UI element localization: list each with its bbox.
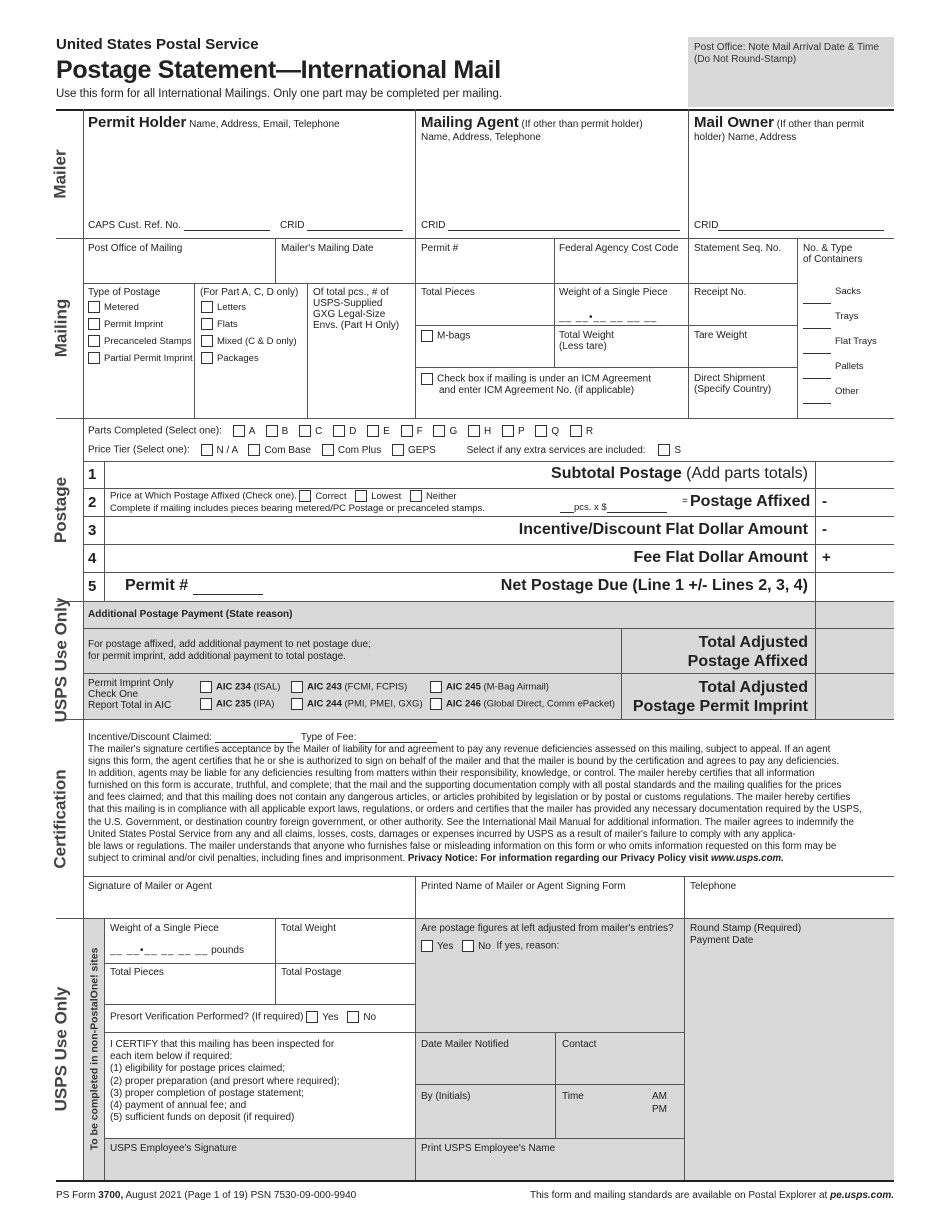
type-of-postage-label: Type of Postage [88, 287, 161, 298]
tare-weight-label: Tare Weight [694, 330, 748, 341]
part-a[interactable]: A [233, 426, 255, 437]
packages-option[interactable]: Packages [201, 350, 297, 367]
correct-option[interactable]: Correct [299, 491, 346, 502]
certification-text: The mailer's signature certifies acceptance by the Mailer of liability for and agreement to pay any revenue deficiencies assessed on this mailing, subject to appeal. If an agent signs this form, the agent certifies that he or she is authorized to sign on behalf of the mailer and that the mailer is bound by the certification and agrees to pay any deficiencies. In addition, agents may be liable for any deficiencies resulting from matters within their responsibility, knowledge, or control. The mailer hereby certifies that all information furnished on this form is accurate, truthful, and complete; that the mail and the supporting documentation comply with all postal standards and the mailing qualifies for the prices and fees claimed; and that this mailing does not contain any dangerous articles, or articles prohibited by legislation or by postal or customs regulations. The mailer hereby certifies that this mailing is in compliance with all applicable export laws, regulations, or orders and certifies that the mailer has provided any necessary documentation required by the USPS, the U.S. Government, or destination country foreign government, or other authority. See the International Mail Manual for additional information. The mailer agrees to indemnify the United States Postal Service from any and all claims, losses, costs, damages or expenses incurred by USPS as a result of mailer's failure to comply with any applica- ble laws or regulations. The mailer understands that anyone who furnishes false or misleading information on this form or who omits information requested on this form may be subject to criminal and/or civil penalties, including fines and imprisonment. Privacy Notice: For information regarding our Privacy Policy visit www.usps.com. [88, 744, 862, 864]
part-r[interactable]: R [570, 426, 593, 437]
plus-sign: + [822, 549, 831, 566]
part-d[interactable]: D [333, 426, 356, 437]
precanceled-option[interactable]: Precanceled Stamps [88, 333, 193, 350]
sacks-field[interactable]: Sacks [803, 279, 877, 304]
print-employee-name-field[interactable]: Print USPS Employee's Name [421, 1143, 556, 1154]
employee-signature-field[interactable]: USPS Employee's Signature [110, 1143, 237, 1154]
bottom-border [56, 1180, 894, 1182]
mail-owner-sub: holder) Name, Address [694, 132, 797, 143]
other-field[interactable]: Other [803, 379, 877, 404]
by-initials-field[interactable]: By (Initials) [421, 1091, 471, 1102]
divider [56, 918, 894, 919]
contact-field[interactable]: Contact [562, 1039, 597, 1050]
adjusted-question: Are postage figures at left adjusted from mailer's entries? [421, 923, 674, 934]
aic-246-option[interactable]: AIC 246 (Global Direct, Comm ePacket) [430, 698, 615, 710]
statement-seq-label: Statement Seq. No. [694, 243, 782, 254]
part-f[interactable]: F [401, 426, 423, 437]
stamp-box[interactable] [688, 37, 894, 107]
top-border [56, 109, 894, 111]
total-pieces-label: Total Pieces [421, 287, 475, 298]
presort-no[interactable]: No [347, 1012, 376, 1023]
flat-trays-field[interactable]: Flat Trays [803, 329, 877, 354]
section-label-usps: USPS Use Only [51, 597, 70, 723]
time-field[interactable]: Time [562, 1091, 584, 1102]
container-types [803, 279, 877, 404]
price-affixed-note: Complete if mailing includes pieces bearing metered/PC Postage or precanceled stamps. [110, 503, 485, 514]
divider [56, 238, 894, 239]
total-adjusted-affixed-label: Total Adjusted Postage Affixed [687, 634, 808, 670]
subtotal-postage-field[interactable] [816, 462, 894, 488]
section-label-certification: Certification [51, 768, 70, 869]
footer-link[interactable]: pe.usps.com. [830, 1190, 894, 1201]
pcs-field[interactable]: pcs. x $ [560, 502, 667, 513]
price-tier: Price Tier (Select one): N / A Com Base Com Plus GEPS Select if any extra services are included: S [88, 444, 682, 456]
agency-name: United States Postal Service [56, 36, 259, 53]
metered-option[interactable]: Metered [88, 299, 193, 316]
form-number: PS Form 3700, August 2021 (Page 1 of 19) PSN 7530-09-000-9940 [56, 1190, 357, 1201]
section-label-mailing: Mailing [51, 298, 70, 358]
agent-crid-field[interactable]: CRID [421, 220, 680, 231]
round-stamp-label: Round Stamp (Required) Payment Date [690, 923, 802, 946]
gxg-label: Of total pcs., # of USPS-Supplied GXG Legal-Size Envs. (Part H Only) [313, 287, 400, 331]
postage-type-options [88, 299, 193, 367]
permit-only-label: Permit Imprint Only Check One Report Total in AIC [88, 678, 174, 711]
footer-note: This form and mailing standards are available on Postal Explorer at pe.usps.com. [529, 1190, 894, 1201]
form-subtitle: Use this form for all International Mailings. Only one part may be completed per mailing. [56, 88, 503, 100]
mail-owner-label: Mail Owner (If other than permit [694, 114, 865, 131]
line-4-number: 4 [88, 550, 97, 567]
post-office-label: Post Office of Mailing [88, 243, 183, 254]
permit-number-field[interactable]: Permit # [125, 577, 263, 595]
letters-option[interactable]: Letters [201, 299, 297, 316]
adjusted-no[interactable]: No [462, 941, 491, 952]
line-5-number: 5 [88, 578, 97, 595]
mailing-agent-label: Mailing Agent (If other than permit holder) [421, 114, 643, 131]
postage-affixed-label: Postage Affixed [690, 493, 811, 510]
minus-sign: - [822, 493, 827, 510]
incentive-claimed-field[interactable]: Incentive/Discount Claimed: Type of Fee: [88, 732, 437, 743]
fed-agency-label: Federal Agency Cost Code [559, 243, 679, 254]
stamp-box-label: Post Office: Note Mail Arrival Date & Time (Do Not Round-Stamp) [694, 42, 879, 65]
caps-field[interactable]: CAPS Cust. Ref. No. [88, 220, 270, 231]
total-pieces-label-2: Total Pieces [110, 967, 164, 978]
lowest-option[interactable]: Lowest [355, 491, 401, 502]
partial-permit-option[interactable]: Partial Permit Imprint [88, 350, 193, 367]
tier-geps[interactable]: GEPS [392, 445, 436, 456]
telephone-field[interactable]: Telephone [690, 881, 737, 892]
subtotal-postage-label: Subtotal Postage (Add parts totals) [551, 465, 808, 482]
total-postage-label-2: Total Postage [281, 967, 342, 978]
shape-options [201, 299, 297, 367]
minus-sign: - [822, 521, 827, 538]
form-title: Postage Statement—International Mail [56, 56, 501, 84]
part-g[interactable]: G [433, 426, 457, 437]
additional-payment-label: Additional Postage Payment (State reason) [88, 609, 293, 620]
mailing-agent-sub: Name, Address, Telephone [421, 132, 541, 143]
part-e[interactable]: E [367, 426, 390, 437]
line-1-number: 1 [88, 466, 97, 483]
part-acd-label: (For Part A, C, D only) [200, 287, 299, 298]
equals-sign: = [682, 496, 688, 507]
pallets-field[interactable]: Pallets [803, 354, 877, 379]
weight-single-blanks-2[interactable]: __ __•__ __ __ __ pounds [110, 945, 244, 956]
direct-shipment-label: Direct Shipment (Specify Country) [694, 373, 772, 395]
section-label-postage: Postage [51, 476, 71, 543]
neither-option[interactable]: Neither [410, 491, 457, 502]
mailing-date-label: Mailer's Mailing Date [281, 243, 374, 254]
total-weight-label-2: Total Weight [281, 923, 336, 934]
printed-name-field[interactable]: Printed Name of Mailer or Agent Signing Form [421, 881, 626, 892]
flats-option[interactable]: Flats [201, 316, 297, 333]
tier-na[interactable]: N / A [201, 445, 238, 456]
divider [56, 719, 894, 720]
certify-text: I CERTIFY that this mailing has been inspected for each item below if required: (1) eligibility for postage prices claimed; (2) proper preparation (and presort where required); (3) proper completion of postage statement; (4) payment of annual fee; and (5) sufficient funds on deposit (if required) [110, 1039, 340, 1124]
total-weight-label: Total Weight (Less tare) [559, 330, 614, 352]
weight-single-label-2: Weight of a Single Piece [110, 923, 219, 934]
section-label-usps-2: USPS Use Only [51, 986, 70, 1112]
mixed-option[interactable]: Mixed (C & D only) [201, 333, 297, 350]
pm-label: PM [652, 1104, 667, 1115]
aic-244-option[interactable]: AIC 244 (PMI, PMEI, GXG) [291, 698, 423, 710]
crid-field[interactable]: CRID [280, 220, 403, 231]
receipt-label: Receipt No. [694, 287, 747, 298]
non-postalone-label: To be completed in non-PostalOne! sites [88, 947, 101, 1151]
weight-single-label: Weight of a Single Piece [559, 287, 668, 298]
section-label-mailer: Mailer [51, 148, 71, 199]
aic-245-option[interactable]: AIC 245 (M-Bag Airmail) [430, 681, 549, 693]
affixed-note: For postage affixed, add additional payment to net postage due; for permit imprint, add additional payment to total postage. [88, 639, 371, 662]
part-c[interactable]: C [299, 426, 322, 437]
containers-label: No. & Type of Containers [803, 243, 863, 265]
presort-verification: Presort Verification Performed? (If required) Yes No [110, 1011, 377, 1023]
weight-single-blanks[interactable]: __ __•__ __ __ __ [559, 312, 658, 323]
total-adjusted-permit-label: Total Adjusted Postage Permit Imprint [632, 679, 808, 715]
presort-yes[interactable]: Yes [306, 1012, 338, 1023]
mbags-option[interactable]: M-bags [421, 330, 470, 342]
adjusted-yes[interactable]: Yes [421, 941, 453, 952]
part-h[interactable]: H [468, 426, 491, 437]
signature-field[interactable]: Signature of Mailer or Agent [88, 881, 212, 892]
extra-services-s[interactable]: S [658, 445, 681, 456]
owner-crid-field[interactable]: CRID [694, 220, 884, 231]
adjusted-options: Yes No If yes, reason: [421, 940, 559, 952]
aic-235-option[interactable]: AIC 235 (IPA) [200, 698, 274, 710]
tier-com-base[interactable]: Com Base [248, 445, 311, 456]
price-affixed-check: Price at Which Postage Affixed (Check one). Correct Lowest Neither [110, 490, 457, 502]
part-q[interactable]: Q [535, 426, 559, 437]
line-2-number: 2 [88, 494, 97, 511]
trays-field[interactable]: Trays [803, 304, 877, 329]
aic-243-option[interactable]: AIC 243 (FCMI, FCPIS) [291, 681, 407, 693]
icm-option[interactable]: Check box if mailing is under an ICM Agreement and enter ICM Agreement No. (if applicable) [421, 373, 651, 396]
divider [56, 601, 894, 602]
permit-imprint-option[interactable]: Permit Imprint [88, 316, 193, 333]
permit-holder-label: Permit Holder Name, Address, Email, Telephone [88, 114, 340, 131]
divider [56, 418, 894, 419]
permit-number-label: Permit # [421, 243, 459, 254]
am-label: AM [652, 1091, 667, 1102]
line-3-number: 3 [88, 522, 97, 539]
net-postage-label: Net Postage Due (Line 1 +/- Lines 2, 3, 4) [500, 577, 808, 594]
tier-com-plus[interactable]: Com Plus [322, 445, 381, 456]
fee-flat-label: Fee Flat Dollar Amount [633, 549, 808, 566]
date-notified-field[interactable]: Date Mailer Notified [421, 1039, 509, 1050]
part-b[interactable]: B [266, 426, 289, 437]
incentive-discount-label: Incentive/Discount Flat Dollar Amount [518, 521, 808, 538]
aic-234-option[interactable]: AIC 234 (ISAL) [200, 681, 280, 693]
parts-completed: Parts Completed (Select one): A B C D E F G H P Q R [88, 425, 594, 437]
part-p[interactable]: P [502, 426, 525, 437]
